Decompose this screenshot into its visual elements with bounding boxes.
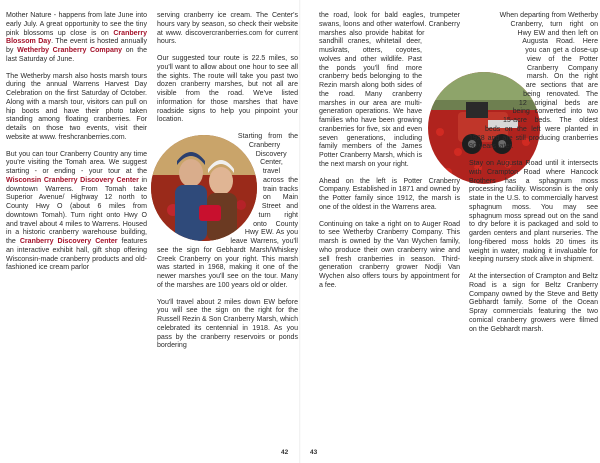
paragraph: the road, look for bald eagles, trumpeter swans, loons and other waterfowl. Cranberry marshes also provide habitat for sandhill cranes, whitetail deer, muskrats, otters, coyotes, wolves and other wildlife. Past the ponds you'll find more cranberry beds belonging to the Rezin marsh along both sides of the road. Many cranberry marshes in our area are multi-generation operations. We have families who have been growing cranberries for five, six and even seven generations, including family members of the James Potter Cranberry Marsh, which is the next marsh on your right.	[319, 12, 460, 168]
column-1	[6, 12, 147, 281]
venue-name: Cranberry Discovery Center	[19, 238, 118, 245]
paragraph: But you can tour Cranberry Country any time you're visiting the Tomah area. We suggest starting - or ending - your tour at the Wisconsin Cranberry Discovery Center in downtown Warrens. From Tomah take Superior Avenue/ Highway 12 north to County Hwy O (about 6 miles from downtown Tomah). Turn right onto Hwy O and travel about 4 miles to Warrens. Housed in a historic cranberry warehouse building, the Cranberry Discovery Center features an interactive exhibit hall, gift shop offering Wisconsin-made cranberry products and old-fashioned ice cream parlor	[6, 150, 148, 272]
circular-photo-growers	[151, 135, 257, 241]
paragraph: At the intersection of Crampton and Beltz Road is a sign for Beltz Cranberry Company owned by the Steve and Betty Gebhardt family. Some of the Ocean Spray commercials featuring the two comical cranberry growers were filmed on the Gebhardt marsh.	[469, 273, 598, 333]
paragraph: The Wetherby marsh also hosts marsh tours during the annual Warrens Harvest Day Celebration on the first Saturday of October. Along with a marsh tour, visitors can pull on hip boots and have their photo taken standing among floating cranberries. For details on those two events, visit their website at www. freshcranberries.com.	[6, 72, 147, 141]
column-4	[469, 12, 598, 342]
paragraph: Continuing on take a right on to Auger Road to see Wetherby Cranberry Company. This marsh is owned by the Van Wychen family, who produce their own cranberry wine and sell fresh cranberries in season. Third-generation cranberry grower Nodji Van Wychen also offers tours by appointment for a fee.	[319, 220, 460, 289]
page-number-left: 42	[281, 449, 289, 456]
company-name: Wetherby Cranberry Company	[17, 47, 123, 54]
paragraph: serving cranberry ice cream. The Center's hours vary by season, so check their website at www. discovercranberries.com for current hours.	[157, 12, 298, 46]
column-3	[319, 12, 460, 299]
paragraph: Mother Nature - happens from late June into early July. A great opportunity to see the tiny pink blossoms up close is on Cranberry Blossom Day. The event is hosted annually by Wetherby Cranberry Company on the last Saturday of June.	[6, 12, 147, 63]
growers-photo-image	[151, 135, 257, 241]
column-2	[157, 12, 298, 359]
event-name: Cranberry Blossom Day	[6, 29, 147, 46]
paragraph: Starting from the Cranberry Discovery Center, travel across the train tracks on Main Street and turn right onto County Hwy EW. As you leave Warrens, you'll see the sign for Gebhardt Marsh/Whiskey Creek Cranberry on your right. This marsh was started in 1968, making it one of the newer marshes you'll see on the tour. Many of the marshes are 100 years old or older.	[157, 133, 298, 289]
paragraph: You'll travel about 2 miles down EW before you will see the sign on the right for the Russell Rezin & Son Cranberry Marsh, which celebrated its centennial in 1918. As you pass by the cranberry reservoirs or ponds bordering	[157, 298, 298, 350]
venue-name: Wisconsin Cranberry Discovery Center	[6, 176, 139, 184]
paragraph: Our suggested tour route is 22.5 miles, so you'll want to allow about one hour to see all the sights. The route will take you past two dozen cranberry marshes, but not all are visible from the road. We've listed information for those marshes that have roadside signs to help you pinpoint your location.	[157, 55, 298, 124]
paragraph: Ahead on the left is Potter Cranberry Company. Established in 1871 and owned by the Potter family since 1912, the marsh is one of the oldest in the Warrens area.	[319, 177, 460, 211]
paragraph: When departing from Wetherby Cranberry, turn right on Hwy EW and then left on Augusta Road. Here you can get a close-up view of the Potter Cranberry Company marsh. On the right are sections that are being renovated. The 12 original beds are being converted into two 15-acre beds. The oldest beds on the left were planted in 1928 and are still producing cranberries 90 years later.	[469, 12, 598, 151]
page-number-right: 43	[310, 449, 318, 456]
paragraph: Stay on Augusta Road until it intersects with Crampton Road where Hancock Brothers has a sphagnum moss processing facility. Wisconsin is the only state in the U.S. to commercially harvest sphagnum moss. You may see sphagnum moss spread out on the sand to dry before it is packaged and sold to garden centers and plant nurseries. The long-fibered moss holds 20 times its weight in water, making it invaluable for keeping nursery stock alive in shipment.	[469, 160, 598, 264]
page-gutter	[299, 0, 301, 463]
